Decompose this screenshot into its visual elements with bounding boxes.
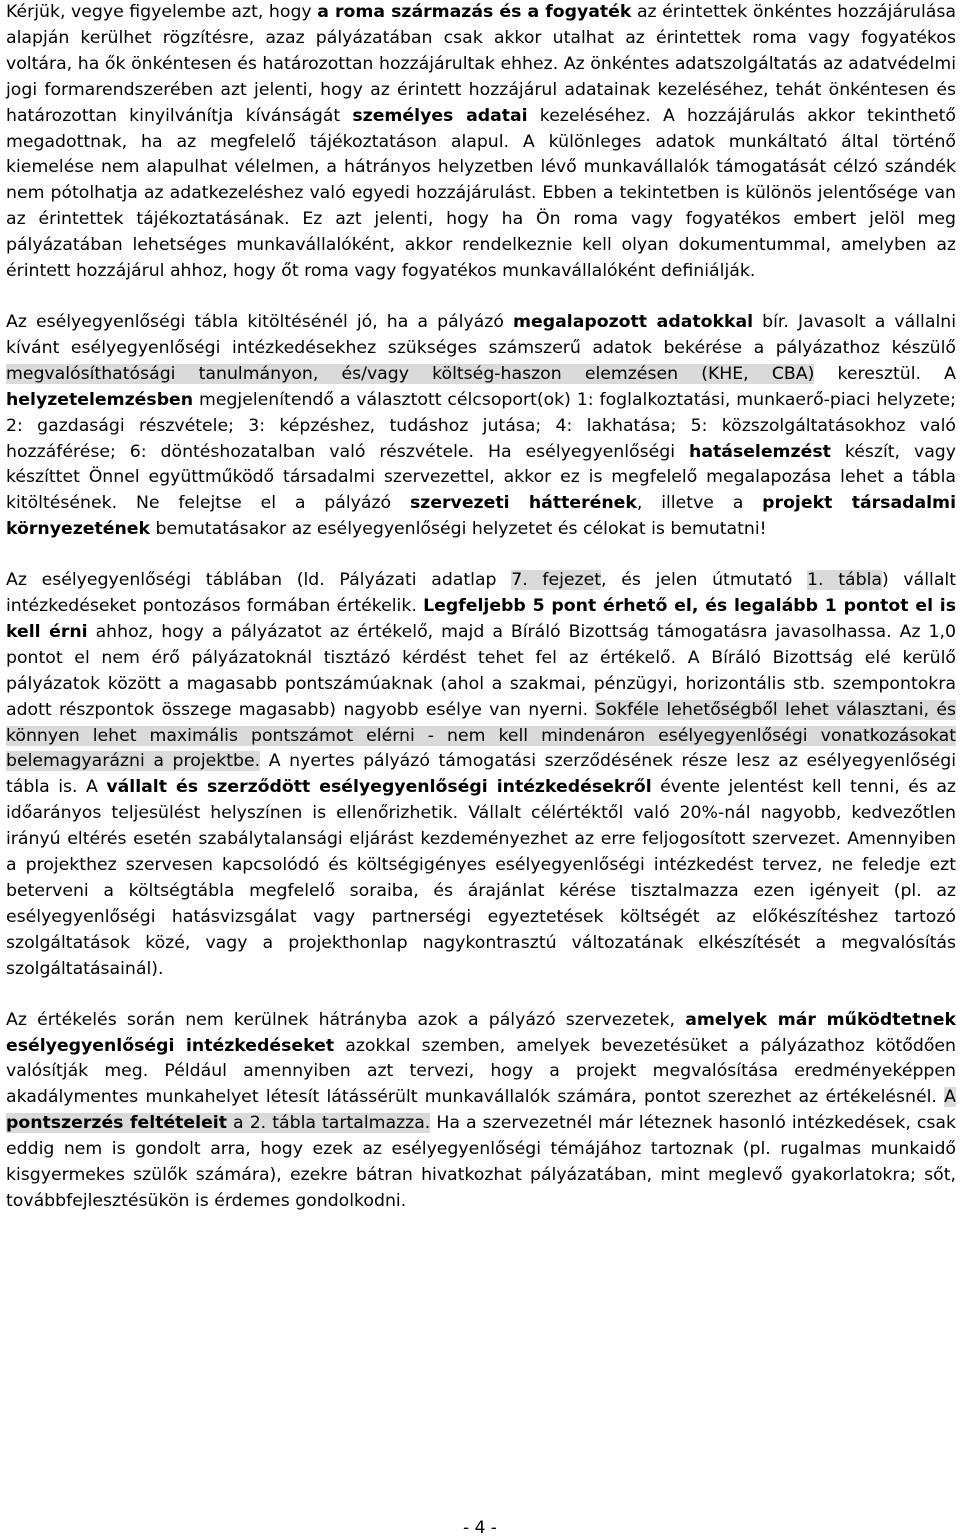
highlighted-text: 7. fejezet bbox=[511, 570, 602, 591]
bold-text: megalapozott adatokkal bbox=[513, 311, 754, 332]
highlighted-text: Sokféle lehetőségből lehet választani, és könnyen lehet maximális pontszámot elérni - nem kell mindenáron esélyegyenlőségi vonatkozásokat belemagyarázni a projektbe. bbox=[6, 699, 956, 772]
bold-text: a roma származás és a fogyaték bbox=[317, 2, 632, 22]
body-text: Az értékelés során nem kerülnek hátrányba azok a pályázó szervezetek, bbox=[6, 1009, 686, 1030]
body-text: bír. Javasolt a vállalni kívánt esélyegyenlőségi intézkedésekhez szükséges számszerű adatok bekérése a pályázathoz készülő bbox=[6, 311, 956, 358]
bold-text: vállalt és szerződött esélyegyenlőségi intézkedésekről bbox=[106, 777, 652, 798]
paragraph-evaluation bbox=[6, 1008, 956, 1215]
body-text: , és jelen útmutató bbox=[601, 570, 808, 591]
highlighted-text: A bbox=[944, 1087, 956, 1108]
highlighted-text: a 2. tábla tartalmazza. bbox=[227, 1113, 431, 1134]
highlighted-text: 1. tábla bbox=[807, 570, 882, 591]
page-number: - 4 - bbox=[463, 1518, 497, 1538]
body-text: ahhoz, hogy a pályázatot az értékelő, majd a Bíráló Bizottság támogatásra javasolhassa. Az 1,0 pontot el nem érő pályázatoknál tisztázó kérdést tehet fel az értékelő. A Bíráló Bizottság elé kerülő pályázatok között a magasabb pontszámúaknak (ahol a szakmai, pénzügyi, horizontális stb. szempontokra adott részpontok összege magasabb) nagyobb esélye van nyerni. bbox=[6, 621, 956, 720]
highlighted-text: megvalósíthatósági tanulmányon, és/vagy költség-haszon elemzésen (KHE, CBA) bbox=[6, 363, 815, 384]
body-text: Az esélyegyenlőségi táblában (ld. Pályázati adatlap bbox=[6, 570, 512, 591]
paragraph-scoring bbox=[6, 568, 956, 983]
paragraph-equal-opportunity-table bbox=[6, 310, 956, 543]
body-text: Ha a szervezetnél már léteznek hasonló intézkedések, csak eddig nem is gondolt arra, hogy ezek az esélyegyenlőségi témájához tartoznak (pl. rugalmas munkaidő kisgyermekes szülők számára), ezekre bátran hivatkozhat pályázatában, mint meglevő gyakorlatokra; sőt, továbbfejlesztésükön is érdemes gondolkodni. bbox=[6, 1113, 956, 1211]
bold-text: hatáselemzést bbox=[689, 441, 831, 462]
body-text: ) vállalt intézkedéseket pontozásos formában értékelik. bbox=[6, 570, 956, 617]
body-text: kezeléséhez. A hozzájárulás akkor tekinthető megadottnak, ha az megfelelő tájékoztatáson alapul. A különleges adatok munkáltató által történő kiemelése nem alapulhat vélelmen, a hátrányos helyzetben lévő munkavállalók támogatását célzó szándék nem pótolhatja az adatkezeléshez való egyedi hozzájárulást. Ebben a tekintetben is különös jelentősége van az érintettek tájékoztatásának. Ez azt jelenti, hogy ha Ön roma vagy fogyatékos embert jelöl meg pályázatában lehetséges munkavállalóként, akkor rendelkeznie kell olyan dokumentummal, amelyben az érintett hozzájárul ahhoz, hogy őt roma vagy fogyatékos munkavállalóként definiálják. bbox=[6, 105, 956, 282]
bold-text: helyzetelemzésben bbox=[6, 389, 194, 410]
body-text: készít, vagy készíttet Önnel együttműködő társadalmi szervezettel, akkor ez is megfelelő megalapozása lehet a tábla kitöltésének. Ne felejtse el a pályázó bbox=[6, 441, 956, 514]
body-text: megjelenítendő a választott célcsoport(ok) 1: foglalkoztatási, munkaerő-piaci helyzete; 2: gazdasági részvétele; 3: képzéshez, tudáshoz jutása; 4: lakhatása; 5: közszolgáltatásokhoz való hozzáférése; 6: döntéshozatalban való részvétele. Ha esélyegyenlőségi bbox=[6, 389, 956, 462]
body-text: bemutatásakor az esélyegyenlőségi helyzetet és célokat is bemutatni! bbox=[150, 519, 767, 540]
body-text: azokkal szemben, amelyek bevezetésüket a pályázathoz kötődően valósítják meg. Például amennyiben azt tervezi, hogy a projekt megvalósítása eredményeképpen akadálymentes munkahelyet létesít látássérült munkavállalók számára, pontot szerezhet az értékelésnél. bbox=[6, 1035, 957, 1108]
highlighted-bold-text: pontszerzés feltételeit bbox=[6, 1113, 227, 1134]
document-page bbox=[6, 0, 956, 1215]
bold-text: projekt társadalmi környezetének bbox=[6, 493, 956, 540]
body-text: A nyertes pályázó támogatási szerződésének része lesz az esélyegyenlőségi tábla is. A bbox=[6, 751, 957, 798]
body-text: keresztül. A bbox=[814, 363, 956, 384]
bold-text: szervezeti hátterének bbox=[409, 493, 637, 514]
body-text: Kérjük, vegye figyelembe azt, hogy bbox=[6, 2, 318, 22]
body-text: évente jelentést kell tenni, és az időarányos teljesülést helyszínen is ellenőrizhetik. Vállalt célértéktől való 20%-nál nagyobb, kedvezőtlen irányú eltérés esetén szabálytalansági eljárást kezdeményezhet az erre feljogosított szervezet. Amennyiben a projekthez szervesen kapcsolódó és költségigényes esélyegyenlőségi intézkedést tervez, ne feledje ezt beterveni a költségtábla megfelelő soraiba, és árajánlat kérése tisztalmazza ezen igényeit (pl. az esélyegyenlőségi hatásvizsgálat vagy partnerségi egyeztetések költségét az előkészítéshez tartozó szolgáltatások közé, vagy a projekthonlap nagykontrasztú változatának elkészítését a megvalósítás szolgáltatásainál). bbox=[6, 777, 956, 979]
paragraph-consent bbox=[6, 0, 956, 285]
body-text: az érintettek önkéntes hozzájárulása alapján kerülhet rögzítésre, azaz pályázatában csak akkor utalhat az érintettek roma vagy fogyatékos voltára, ha ők önkéntesen és határozottan hozzájárultak ehhez. Az önkéntes adatszolgáltatás az adatvédelmi jogi formarendszerében azt jelenti, hogy az érintett hozzájárul adatainak kezeléséhez, tehát önkéntesen és határozottan kinyilvánítja kívánságát bbox=[6, 2, 956, 126]
body-text: , illetve a bbox=[636, 493, 763, 514]
bold-text: Legfeljebb 5 pont érhető el, és legalább 1 pontot el is kell érni bbox=[6, 596, 956, 642]
bold-text: személyes adatai bbox=[352, 105, 528, 126]
bold-text: amelyek már működtetnek esélyegyenlőségi intézkedéseket bbox=[6, 1009, 957, 1056]
body-text: Az esélyegyenlőségi tábla kitöltésénél jó, ha a pályázó bbox=[6, 311, 514, 332]
